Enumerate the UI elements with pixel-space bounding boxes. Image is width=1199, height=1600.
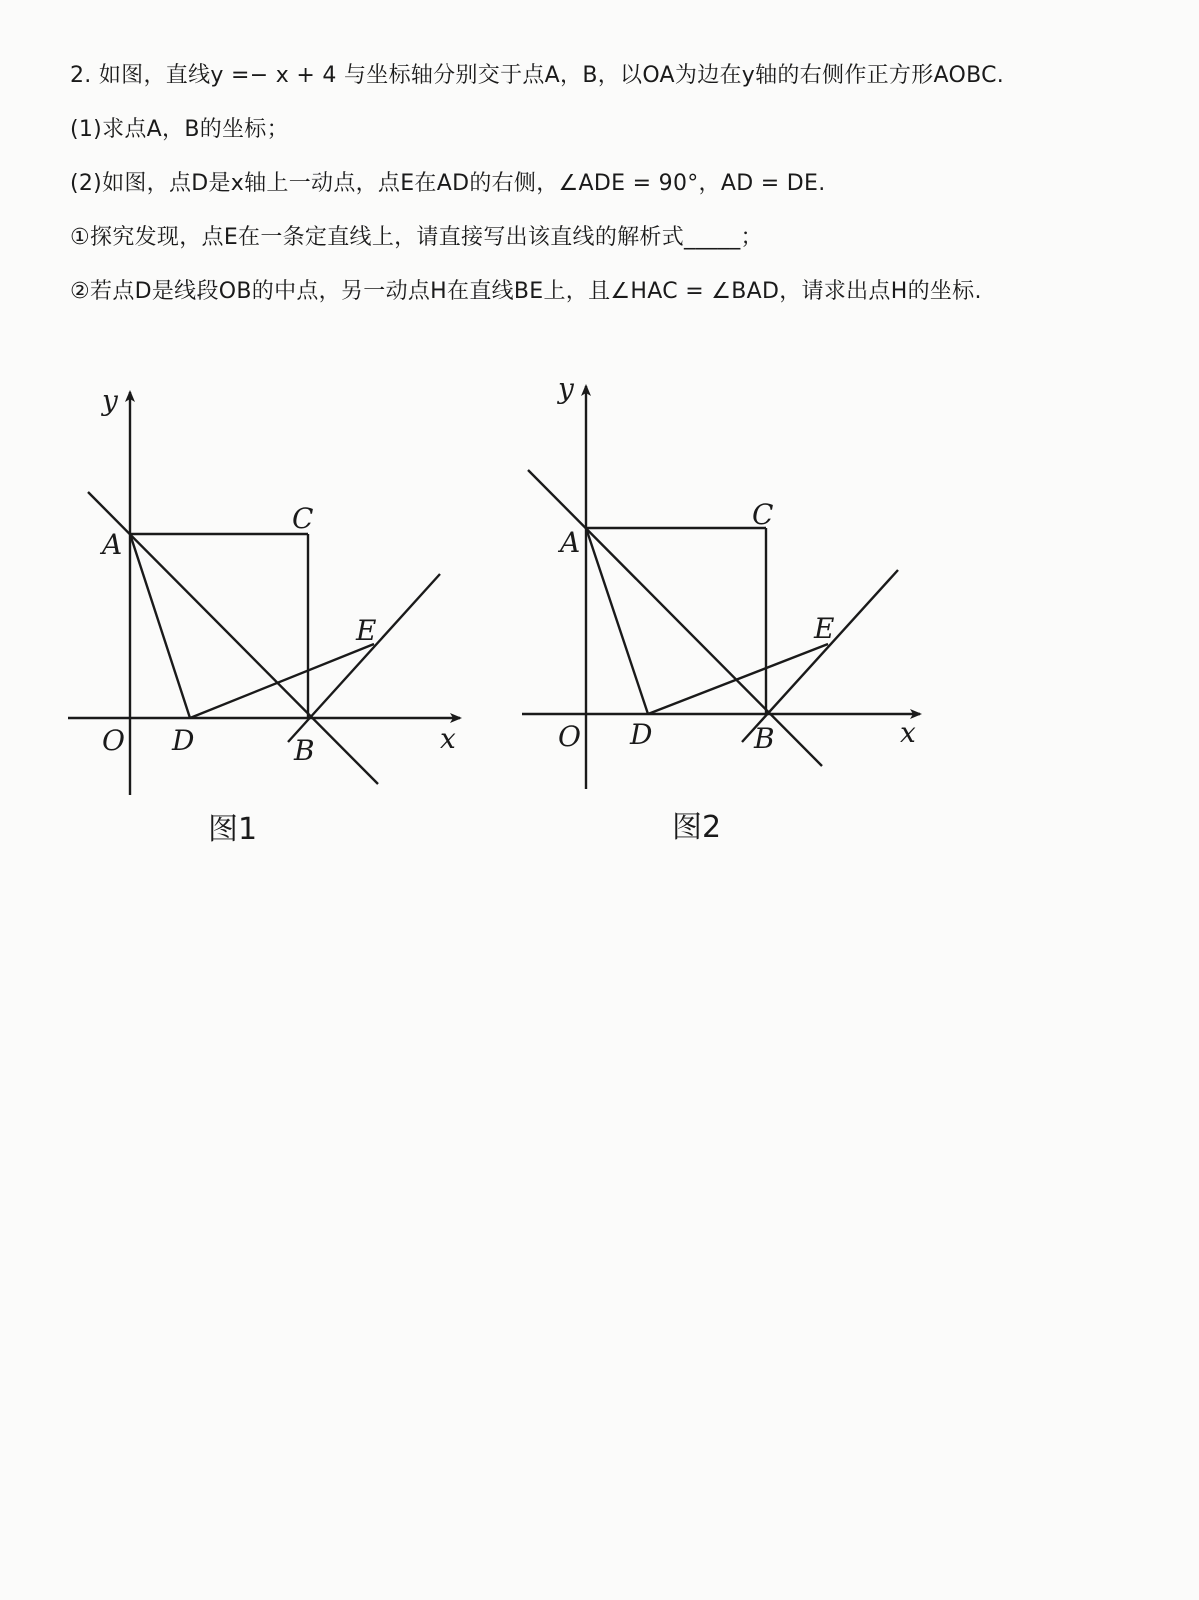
question-part-1: (1)求点A，B的坐标； — [70, 117, 289, 142]
figures-area — [0, 360, 1199, 860]
segment-DE — [190, 644, 374, 718]
label-D: D — [630, 718, 653, 751]
figure-1-diagram — [60, 370, 480, 800]
label-E: E — [356, 614, 377, 647]
label-D: D — [172, 724, 195, 757]
label-y: y — [558, 372, 574, 405]
label-O: O — [558, 720, 581, 753]
segment-AD — [130, 534, 190, 718]
problem-text — [70, 62, 1150, 332]
label-B: B — [754, 722, 775, 755]
label-x: x — [440, 722, 456, 755]
label-x: x — [900, 716, 916, 749]
label-C: C — [292, 502, 314, 535]
figure-2-diagram — [516, 364, 936, 794]
question-part-2-1: ①探究发现，点E在一条定直线上，请直接写出该直线的解析式_____； — [70, 225, 763, 250]
problem-statement: 2. 如图，直线y =− x + 4 与坐标轴分别交于点A，B，以OA为边在y轴的右侧作正方形AOBC. — [70, 63, 1005, 88]
label-A: A — [102, 528, 123, 561]
label-B: B — [294, 734, 315, 767]
segment-DE — [648, 644, 828, 714]
label-E: E — [814, 612, 835, 645]
segment-AD — [586, 528, 648, 714]
label-A: A — [560, 526, 581, 559]
label-y: y — [102, 384, 118, 417]
question-part-2-2: ②若点D是线段OB的中点，另一动点H在直线BE上，且∠HAC = ∠BAD，请求出点H的坐标. — [70, 279, 982, 304]
figure-2-caption: 图2 — [672, 810, 722, 845]
figure-1-caption: 图1 — [208, 812, 258, 847]
question-part-2: (2)如图，点D是x轴上一动点，点E在AD的右侧，∠ADE = 90°，AD = DE. — [70, 171, 826, 196]
label-O: O — [102, 724, 125, 757]
label-C: C — [752, 498, 774, 531]
